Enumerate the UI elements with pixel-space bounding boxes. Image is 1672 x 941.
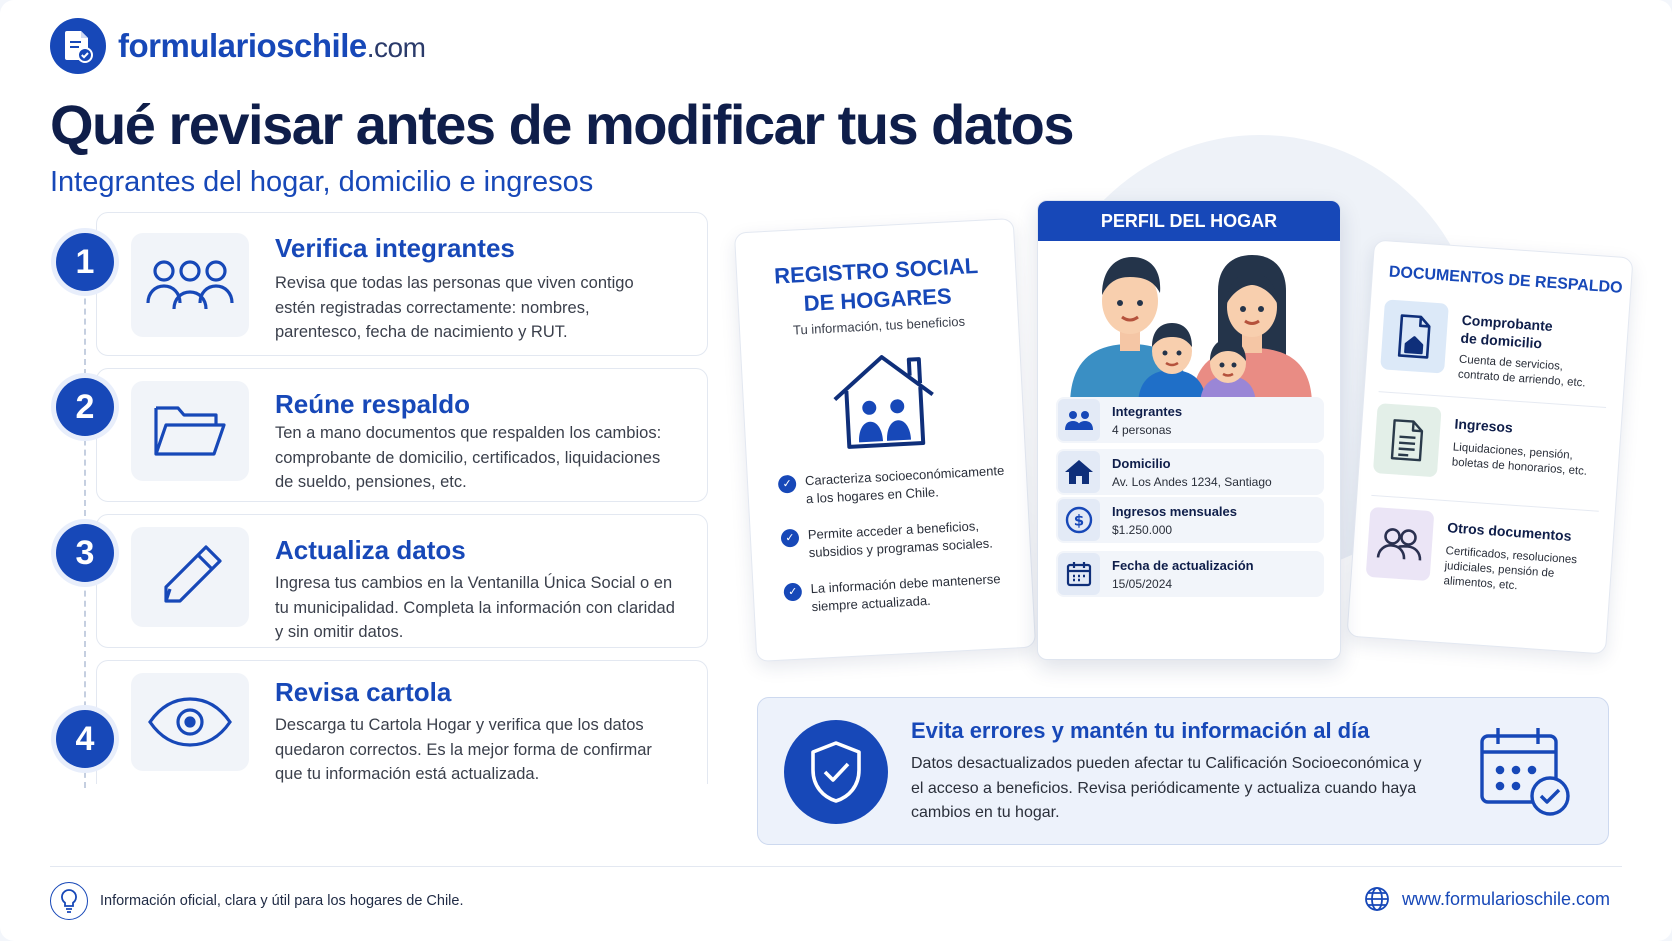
info-alert: [757, 697, 1609, 845]
document-check-icon: [50, 18, 106, 74]
step-card-3: [96, 514, 708, 648]
doc-title: Otros documentos: [1446, 519, 1573, 544]
brand-name: formularioschile.com: [118, 27, 426, 64]
people-icon: [1058, 399, 1100, 441]
alert-title: Evita errores y mantén tu información al día: [911, 718, 1370, 743]
step-title: Verifica integrantes: [275, 233, 515, 263]
row-label: Domicilio: [1112, 456, 1171, 471]
step-body: Ingresa tus cambios en la Ventanilla Única Social o en tu municipalidad. Completa la información con claridad y sin omitir datos.: [275, 574, 675, 641]
perfil-header: PERFIL DEL HOGAR: [1038, 201, 1340, 241]
step-title: Actualiza datos: [275, 535, 466, 565]
website-link[interactable]: www.formularioschile.com: [1401, 888, 1610, 909]
documentos-respaldo-card: [1346, 239, 1633, 654]
shield-check-icon: [784, 720, 888, 824]
footer-divider: [50, 866, 1622, 867]
check-icon: ✓: [783, 583, 802, 602]
step-title: Reúne respaldo: [275, 389, 471, 419]
family-illustration: [1068, 251, 1312, 411]
check-icon: ✓: [778, 475, 797, 494]
check-icon: ✓: [781, 529, 800, 548]
perfil-row-domicilio: [1056, 449, 1324, 495]
docs-title: DOCUMENTOS DE RESPALDO: [1388, 263, 1624, 297]
doc-description: Liquidaciones, pensión, boletas de honorarios, etc.: [1451, 441, 1588, 478]
perfil-row-ingresos: [1056, 497, 1324, 543]
doc-item-ingresos: [1372, 403, 1606, 509]
row-label: Fecha de actualización: [1112, 558, 1254, 573]
document-lines-icon: [1373, 403, 1442, 477]
footer-website[interactable]: [1364, 886, 1610, 912]
list-item: ✓ Permite acceder a beneficios, subsidios y programas sociales.: [780, 516, 1012, 564]
row-label: Integrantes: [1112, 404, 1183, 419]
step-number-4: 4: [56, 710, 114, 768]
calendar-icon: [1058, 553, 1100, 595]
row-value: 15/05/2024: [1112, 577, 1173, 591]
doc-item-domicilio: [1379, 299, 1613, 405]
lightbulb-icon: [50, 882, 88, 920]
dollar-icon: [1058, 499, 1100, 541]
pencil-icon: [131, 527, 249, 627]
footer-text: Información oficial, clara y útil para los hogares de Chile.: [100, 893, 464, 909]
globe-icon: [1364, 886, 1390, 912]
eye-icon: [131, 673, 249, 771]
perfil-hogar-card: [1037, 200, 1341, 660]
step-number-3: 3: [56, 524, 114, 582]
list-item: ✓ Caracteriza socioeconómicamente a los hogares en Chile.: [778, 462, 1010, 510]
footer-note: [50, 882, 463, 920]
house-family-icon: [826, 348, 941, 459]
rsh-benefits-list: [778, 462, 1016, 636]
house-document-icon: [1380, 299, 1449, 373]
row-value: 4 personas: [1112, 423, 1172, 437]
house-icon: [1058, 451, 1100, 493]
step-number-2: 2: [56, 378, 114, 436]
step-body: Descarga tu Cartola Hogar y verifica que los datos quedaron correctos. Es la mejor forma de confirmar que tu información está actualizada.: [275, 716, 652, 783]
rsh-title: REGISTRO SOCIAL DE HOGARES: [773, 252, 979, 317]
rsh-tagline: Tu información, tus beneficios: [792, 313, 966, 338]
row-value: $1.250.000: [1112, 523, 1173, 537]
brand[interactable]: [50, 18, 425, 74]
people-outline-icon: [1366, 507, 1435, 581]
step-body: Ten a mano documentos que respalden los cambios: comprobante de domicilio, certificados, liquidaciones de sueldo, pensiones, etc.: [275, 424, 662, 491]
people-group-icon: [131, 233, 249, 337]
step-title: Revisa cartola: [275, 677, 452, 707]
page-title: Qué revisar antes de modificar tus datos: [50, 93, 1074, 156]
perfil-row-integrantes: [1056, 397, 1324, 443]
step-card-1: [96, 212, 708, 356]
doc-item-otros: [1364, 507, 1598, 613]
perfil-row-fecha: [1056, 551, 1324, 597]
row-value: Av. Los Andes 1234, Santiago: [1112, 475, 1272, 489]
folder-icon: [131, 381, 249, 481]
doc-title: Ingresos: [1453, 415, 1514, 436]
step-card-4: [96, 660, 708, 784]
steps-connector: [84, 228, 86, 788]
doc-description: Certificados, resoluciones judiciales, pensión de alimentos, etc.: [1443, 545, 1578, 593]
svg-text:$: $: [1073, 511, 1085, 530]
step-number-1: 1: [56, 233, 114, 291]
alert-body: Datos desactualizados pueden afectar tu Calificación Socioeconómica y el acceso a beneficios. Revisa periódicamente y actualiza cuando haya cambios en tu hogar.: [911, 755, 1422, 821]
page-subtitle: Integrantes del hogar, domicilio e ingresos: [50, 166, 594, 198]
registro-social-card: [734, 218, 1036, 662]
row-label: Ingresos mensuales: [1112, 504, 1237, 519]
calendar-check-icon: [1478, 726, 1574, 825]
list-item: ✓ La información debe mantenerse siempre actualizada.: [783, 569, 1015, 617]
step-body: Revisa que todas las personas que viven contigo estén registradas correctamente: nombres, parentesco, fecha de nacimiento y RUT.: [275, 274, 634, 341]
step-card-2: [96, 368, 708, 502]
doc-description: Cuenta de servicios, contrato de arriendo, etc.: [1457, 353, 1586, 390]
doc-title: Comprobante de domicilio: [1459, 311, 1554, 352]
